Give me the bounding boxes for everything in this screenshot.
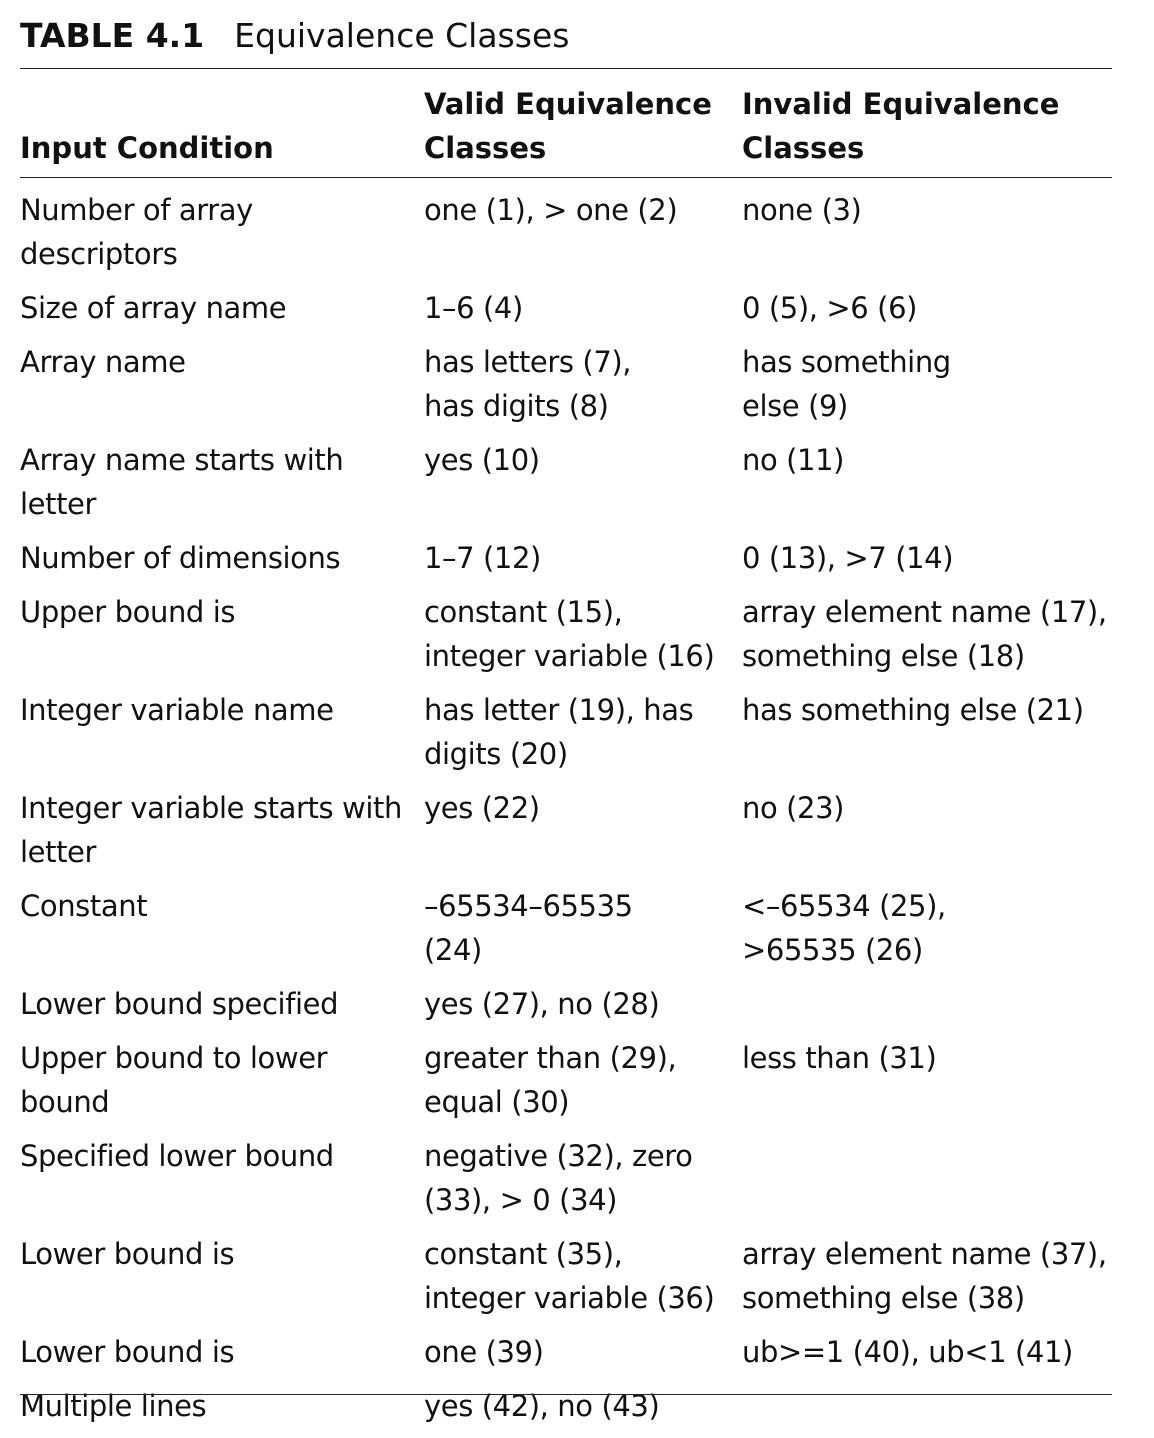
cell-input-condition: Upper bound is: [20, 595, 236, 629]
cell-valid-classes: yes (27), no (28): [424, 987, 660, 1021]
cell-valid-classes: –65534–65535 (24): [424, 889, 633, 967]
header-rule: [20, 177, 1112, 178]
table-row: [20, 1384, 1112, 1438]
header-valid-classes: Valid Equivalence Classes: [424, 87, 712, 165]
table-row: [20, 188, 1112, 286]
cell-valid-classes: 1–7 (12): [424, 541, 541, 575]
cell-valid-classes: one (39): [424, 1335, 544, 1369]
table-caption: [20, 14, 569, 58]
table-row: [20, 438, 1112, 536]
cell-input-condition: Upper bound to lower bound: [20, 1041, 328, 1119]
table-row: [20, 590, 1112, 688]
cell-input-condition: Lower bound is: [20, 1237, 235, 1271]
cell-input-condition: Array name: [20, 345, 186, 379]
cell-valid-classes: negative (32), zero (33), > 0 (34): [424, 1139, 693, 1217]
cell-invalid-classes: has something else (9): [742, 345, 951, 423]
cell-valid-classes: constant (35), integer variable (36): [424, 1237, 715, 1315]
cell-invalid-classes: ub>=1 (40), ub<1 (41): [742, 1335, 1073, 1369]
top-rule: [20, 68, 1112, 69]
cell-valid-classes: one (1), > one (2): [424, 193, 678, 227]
cell-invalid-classes: <–65534 (25), >65535 (26): [742, 889, 946, 967]
table-row: [20, 1232, 1112, 1330]
table-row: [20, 1330, 1112, 1384]
table-row: [20, 884, 1112, 982]
table-row: [20, 786, 1112, 884]
cell-valid-classes: has letters (7), has digits (8): [424, 345, 632, 423]
cell-valid-classes: 1–6 (4): [424, 291, 523, 325]
cell-invalid-classes: 0 (5), >6 (6): [742, 291, 918, 325]
cell-valid-classes: constant (15), integer variable (16): [424, 595, 715, 673]
cell-valid-classes: greater than (29), equal (30): [424, 1041, 677, 1119]
cell-input-condition: Array name starts with letter: [20, 443, 344, 521]
table-title: Equivalence Classes: [234, 16, 570, 55]
cell-invalid-classes: 0 (13), >7 (14): [742, 541, 954, 575]
cell-invalid-classes: array element name (17), something else (18): [742, 595, 1107, 673]
cell-invalid-classes: less than (31): [742, 1041, 937, 1075]
cell-valid-classes: yes (42), no (43): [424, 1389, 660, 1423]
table-row: [20, 286, 1112, 340]
cell-valid-classes: has letter (19), has digits (20): [424, 693, 694, 771]
table-body: [20, 188, 1112, 1438]
cell-invalid-classes: has something else (21): [742, 693, 1084, 727]
cell-input-condition: Size of array name: [20, 291, 287, 325]
cell-valid-classes: yes (10): [424, 443, 540, 477]
cell-valid-classes: yes (22): [424, 791, 540, 825]
cell-invalid-classes: no (23): [742, 791, 845, 825]
cell-input-condition: Multiple lines: [20, 1389, 207, 1423]
table-label: TABLE 4.1: [20, 16, 205, 55]
table-row: [20, 982, 1112, 1036]
cell-invalid-classes: array element name (37), something else (38): [742, 1237, 1107, 1315]
cell-input-condition: Constant: [20, 889, 148, 923]
table-row: [20, 536, 1112, 590]
header-input-condition: Input Condition: [20, 131, 274, 165]
table-row: [20, 688, 1112, 786]
table-header: [20, 78, 1112, 170]
cell-input-condition: Integer variable starts with letter: [20, 791, 402, 869]
table-row: [20, 1134, 1112, 1232]
cell-input-condition: Number of dimensions: [20, 541, 341, 575]
cell-input-condition: Number of array descriptors: [20, 193, 253, 271]
cell-input-condition: Specified lower bound: [20, 1139, 334, 1173]
cell-input-condition: Integer variable name: [20, 693, 334, 727]
cell-invalid-classes: no (11): [742, 443, 845, 477]
cell-invalid-classes: none (3): [742, 193, 862, 227]
cell-input-condition: Lower bound specified: [20, 987, 339, 1021]
table-row: [20, 340, 1112, 438]
bottom-rule: [20, 1394, 1112, 1395]
cell-input-condition: Lower bound is: [20, 1335, 235, 1369]
header-invalid-classes: Invalid Equivalence Classes: [742, 87, 1060, 165]
table-row: [20, 1036, 1112, 1134]
